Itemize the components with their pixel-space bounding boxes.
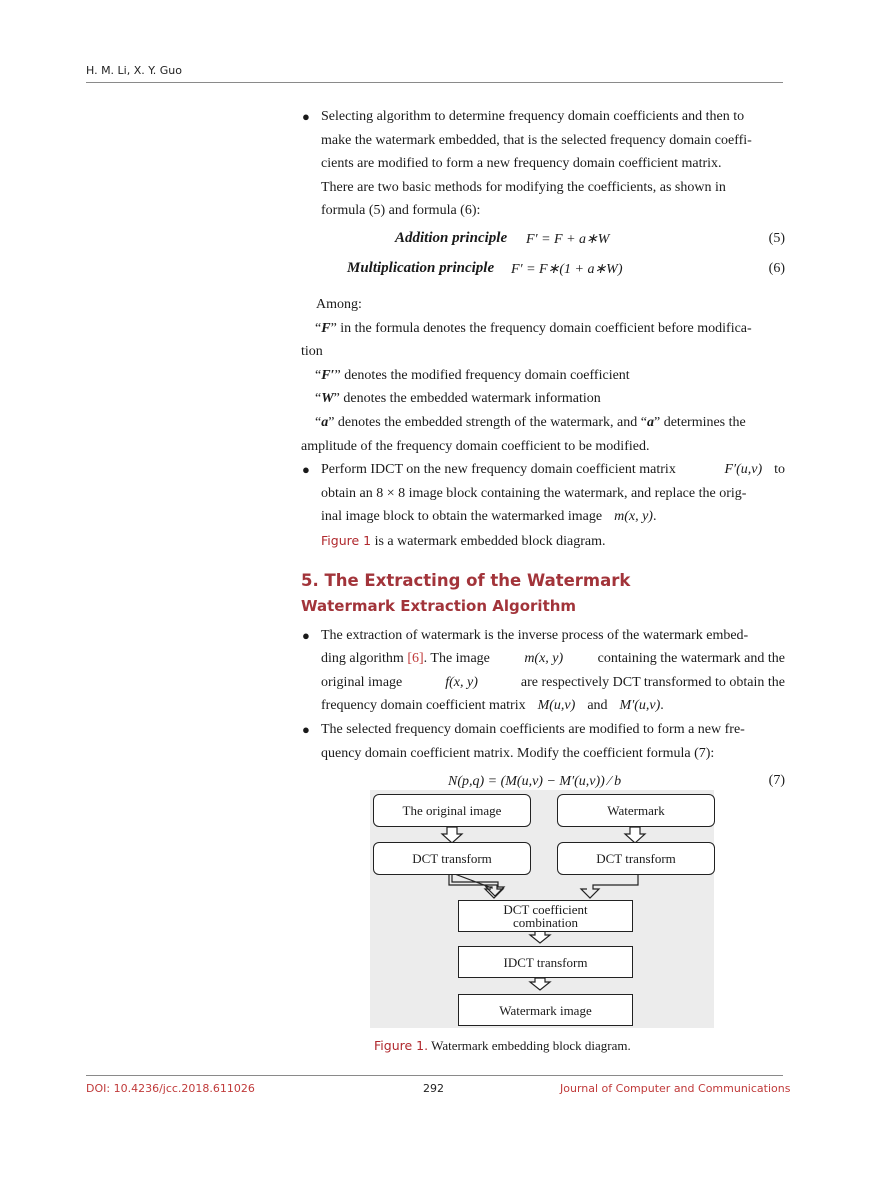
definition-f	[301, 317, 785, 341]
text-segment: Perform IDCT on the new frequency domain coefficient matrix	[321, 462, 676, 478]
definition-w: “W” denotes the embedded watermark information	[315, 391, 601, 407]
arrow-down-icon	[530, 931, 550, 943]
box-dct-transform-left: DCT transform	[373, 842, 531, 875]
text-line: quency domain coefficient matrix. Modify the coefficient formula (7):	[321, 745, 715, 761]
symbol-f: F	[321, 320, 331, 336]
text-segment: .	[652, 509, 657, 525]
definition-w-text: ” denotes the embedded watermark information	[333, 391, 601, 407]
figure-caption	[374, 1038, 631, 1054]
equation-6-formula: F′ = F∗(1 + a∗W)	[511, 261, 623, 277]
running-head-authors: H. M. Li, X. Y. Guo	[86, 64, 182, 77]
definition-f-continued: tion	[301, 344, 323, 360]
bullet-selected-coefficients	[301, 718, 785, 765]
text-segment: inal image block to obtain the watermarked image	[321, 509, 603, 525]
text-line: There are two basic methods for modifying the coefficients, as shown in	[321, 179, 726, 195]
combination-line-2: combination	[513, 915, 578, 930]
header-divider	[86, 82, 783, 83]
among-label: Among:	[316, 296, 362, 312]
box-watermark: Watermark	[557, 794, 715, 827]
bullet-extraction-inverse	[301, 624, 785, 718]
text-line: Selecting algorithm to determine frequency domain coefficients and then to	[321, 109, 745, 124]
math-m-uv: M(u,v)	[537, 698, 576, 714]
figure-caption-text: Watermark embedding block diagram.	[428, 1038, 631, 1053]
math-m-xy: m(x, y)	[524, 651, 564, 667]
equation-6-number: (6)	[768, 260, 785, 276]
text-segment: .	[660, 698, 664, 714]
box-idct-transform: IDCT transform	[458, 946, 633, 978]
figure-reference-line	[301, 529, 785, 554]
footer-doi-link[interactable]: DOI: 10.4236/jcc.2018.611026	[86, 1082, 255, 1095]
text-segment: are respectively DCT transformed to obtain the	[520, 674, 785, 690]
text-line	[321, 647, 785, 671]
equation-6-label: Multiplication principle	[347, 259, 495, 276]
box-dct-coefficient-combination	[458, 900, 633, 932]
footer-page-number: 292	[423, 1082, 444, 1095]
text-segment: and	[587, 698, 608, 714]
symbol-w: W	[321, 391, 334, 407]
figure-1-label[interactable]: Figure 1.	[374, 1038, 429, 1053]
text-line	[321, 505, 785, 529]
connector-right-icon	[581, 873, 638, 898]
subsection-title: Watermark Extraction Algorithm	[301, 597, 577, 616]
symbol-a-second: a	[647, 414, 654, 430]
text-segment: frequency domain coefficient matrix	[321, 698, 526, 714]
text-line	[321, 694, 785, 718]
symbol-f-prime: F′	[321, 367, 335, 383]
bullet-dot: ●	[302, 109, 310, 124]
text-segment: . The image	[423, 651, 490, 667]
bullet-dot: ●	[302, 627, 310, 643]
main-text	[301, 105, 785, 795]
figure-1-link[interactable]: Figure 1	[321, 532, 372, 548]
math-f-xy: f(x, y)	[445, 674, 478, 690]
equation-7-number: (7)	[768, 773, 785, 789]
footer-divider	[86, 1075, 783, 1076]
equation-6	[301, 253, 785, 283]
bullet-selecting-algorithm	[301, 105, 785, 223]
math-m-prime-uv: M′(u,v)	[619, 698, 661, 714]
connector-left-icon	[449, 873, 503, 898]
text-line: The extraction of watermark is the inverse process of the watermark embed-	[321, 627, 749, 643]
text-line: The selected frequency domain coefficients are modified to form a new fre-	[321, 722, 745, 738]
arrow-down-icon	[625, 827, 645, 843]
definition-a-continued: amplitude of the frequency domain coefficient to be modified.	[301, 438, 650, 454]
bullet-dot: ●	[302, 462, 310, 478]
text-line	[321, 671, 785, 695]
text-segment: ding algorithm	[321, 651, 408, 667]
equation-5-label: Addition principle	[395, 229, 508, 246]
definition-a-text-end: ” determines the	[654, 414, 746, 430]
definition-f-prime-text: ” denotes the modified frequency domain coefficient	[334, 367, 630, 383]
watermark-block-diagram	[370, 790, 714, 1028]
box-watermark-image: Watermark image	[458, 994, 633, 1026]
footer-journal-link[interactable]: Journal of Computer and Communications	[560, 1082, 791, 1095]
bullet-perform-idct	[301, 458, 785, 529]
math-f-prime-uv: F′(u,v)	[724, 462, 763, 478]
definition-f-prime: “F′” denotes the modified frequency domain coefficient	[315, 367, 630, 383]
box-original-image: The original image	[373, 794, 531, 827]
text-line: cients are modified to form a new frequency domain coefficient matrix.	[321, 156, 722, 172]
section-title: 5. The Extracting of the Watermark	[301, 570, 631, 590]
reference-6-link[interactable]: [6]	[407, 651, 424, 667]
arrow-down-icon	[442, 827, 462, 843]
math-m-xy: m(x, y)	[614, 509, 653, 525]
text-segment: original image	[321, 674, 403, 690]
box-dct-transform-right: DCT transform	[557, 842, 715, 875]
combination-line-1: DCT coefficient	[503, 902, 588, 917]
text-line: obtain an 8 × 8 image block containing the watermark, and replace the orig-	[321, 485, 747, 501]
equation-5	[301, 223, 785, 253]
equation-5-number: (5)	[768, 230, 785, 246]
text-segment: to	[774, 462, 785, 478]
definition-a-text: ” denotes the embedded strength of the watermark, and “	[328, 414, 647, 430]
symbol-a: a	[321, 414, 329, 430]
text-line: formula (5) and formula (6):	[321, 203, 481, 219]
bullet-dot: ●	[302, 722, 310, 738]
figure-reference-text: is a watermark embedded block diagram.	[371, 533, 606, 549]
definition-f-text: ” in the formula denotes the frequency domain coefficient before modifica-	[330, 320, 752, 336]
equation-5-formula: F′ = F + a∗W	[526, 231, 610, 247]
text-segment: containing the watermark and the	[597, 651, 785, 667]
arrow-down-icon	[530, 978, 550, 990]
definition-a: “a” denotes the embedded strength of the watermark, and “a” determines the	[315, 414, 746, 430]
text-line	[321, 458, 785, 482]
equation-7-formula: N(p,q) = (M(u,v) − M′(u,v)) ⁄ b	[448, 774, 622, 790]
quote-mark: “	[315, 320, 322, 336]
text-line: make the watermark embedded, that is the selected frequency domain coeffi-	[321, 132, 752, 148]
